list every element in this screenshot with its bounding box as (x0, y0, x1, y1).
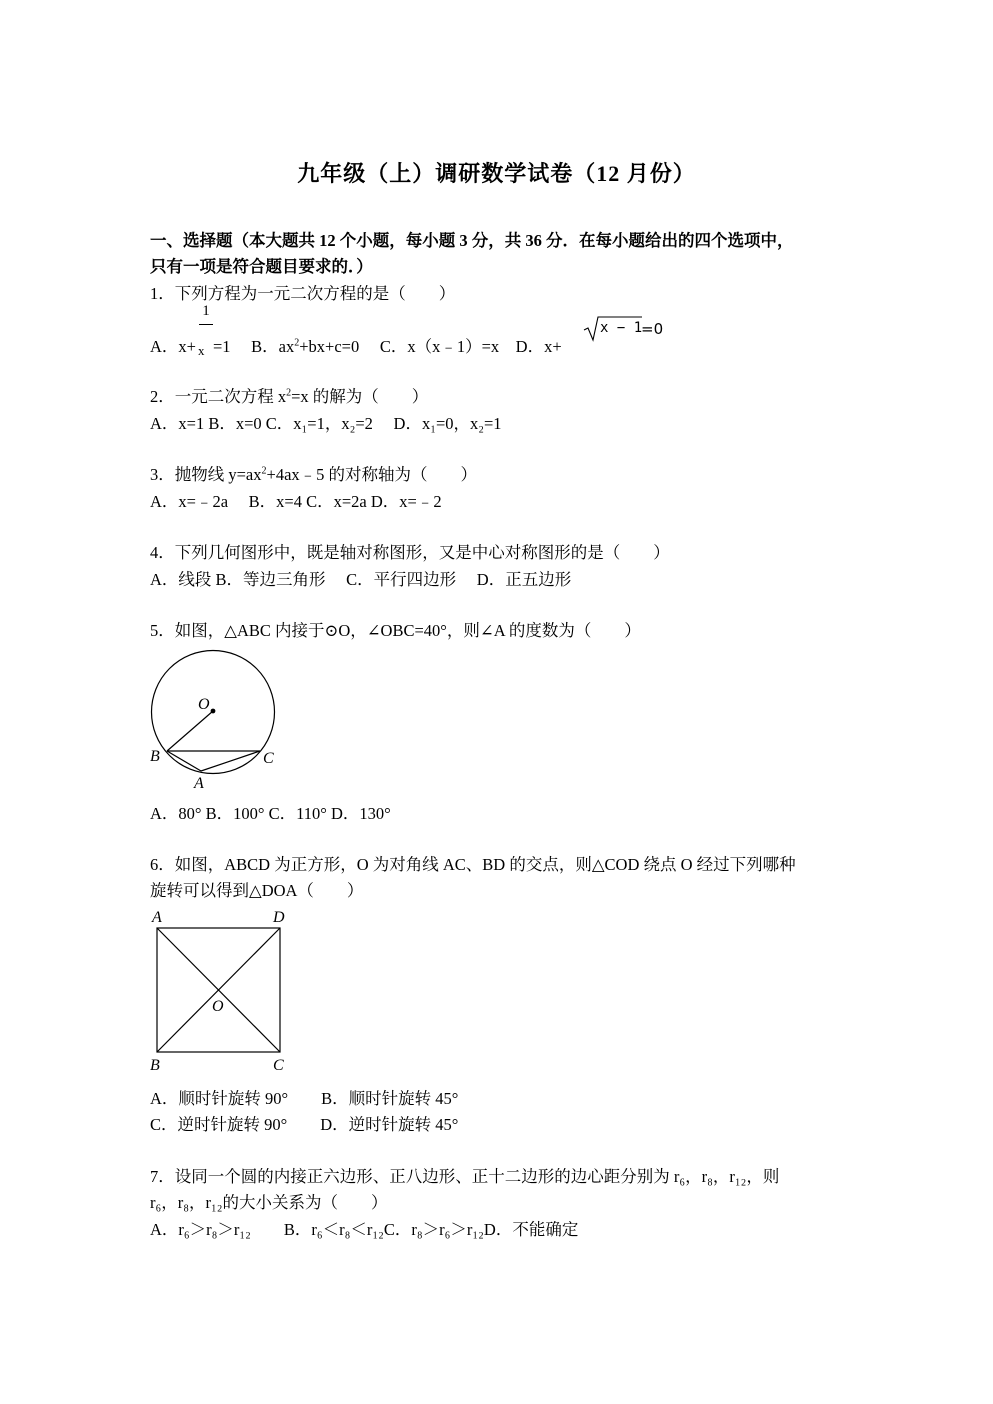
q7-options: A．r₆＞r₈＞r₁₂ B．r₆＜r₈＜r₁₂C．r₈＞r₆＞r₁₂D．不能确定 (150, 1220, 579, 1239)
q5-segment-ac (201, 751, 260, 771)
q5-label-b: B (150, 748, 160, 765)
q1-sqrt-equals: =0 (641, 320, 664, 338)
q1-option-a-prefix: A．x+ (150, 337, 196, 356)
q5-segment-ob (167, 711, 213, 751)
q5-options: A．80° B．100° C．110° D．130° (150, 804, 391, 823)
q1-frac-denominator: x (197, 343, 205, 358)
q6-options-row1: A．顺时针旋转 90° B．顺时针旋转 45° (150, 1089, 459, 1108)
q1-frac-numerator: 1 (202, 303, 210, 319)
q2-stem-exponent: 2 (286, 387, 292, 399)
q6-stem-line1: 6．如图，ABCD 为正方形，O 为对角线 AC、BD 的交点，则△COD 绕点 O 经过下列哪种 (150, 855, 796, 874)
q4-stem: 4．下列几何图形中，既是轴对称图形，又是中心对称图形的是（ ） (150, 543, 670, 562)
q5-label-o: O (198, 696, 210, 713)
q3-stem-exponent: 2 (261, 465, 267, 477)
q1-sqrt-radicand: x − 1 (600, 320, 643, 336)
q3-stem (150, 461, 477, 485)
q2-options: A．x=1 B．x=0 C．x₁=1，x₂=2 D．x₁=0，x₂=1 (150, 414, 502, 433)
q5-circle-figure (146, 645, 286, 795)
q1-option-a-rest: =1 B．ax (212, 337, 295, 356)
q6-label-c: C (273, 1057, 284, 1074)
q6-square-figure (146, 905, 296, 1077)
q3-options: A．x=﹣2a B．x=4 C．x=2a D．x=﹣2 (150, 492, 442, 511)
q5-label-a: A (194, 775, 204, 792)
section-heading-line1: 一、选择题（本大题共 12 个小题，每小题 3 分，共 36 分．在每小题给出的四个选项中， (150, 231, 794, 250)
q2-stem-prefix: 2．一元二次方程 x (150, 387, 287, 406)
q5-stem: 5．如图，△ABC 内接于⊙O，∠OBC=40°，则∠A 的度数为（ ） (150, 621, 641, 640)
section-heading-line2: 只有一项是符合题目要求的．） (150, 257, 373, 276)
q6-label-b: B (150, 1057, 160, 1074)
q6-label-d: D (273, 909, 285, 926)
q3-stem-suffix: +4ax﹣5 的对称轴为（ ） (266, 465, 478, 484)
q1-stem: 1．下列方程为一元二次方程的是（ ） (150, 284, 456, 303)
q3-stem-prefix: 3．抛物线 y=ax (150, 465, 262, 484)
q2-stem-suffix: =x 的解为（ ） (291, 387, 429, 406)
q4-options: A．线段 B．等边三角形 C．平行四边形 D．正五边形 (150, 570, 572, 589)
q1-option-b-exponent: 2 (294, 337, 300, 349)
q6-options-row2: C．逆时针旋转 90° D．逆时针旋转 45° (150, 1115, 459, 1134)
q1-frac-bar (199, 324, 213, 325)
exam-title: 九年级（上）调研数学试卷（12 月份） (297, 161, 696, 186)
q6-label-o: O (212, 998, 224, 1015)
q1-options (150, 333, 562, 357)
q6-label-a: A (152, 909, 162, 926)
q2-stem (150, 383, 428, 407)
q5-segment-ab (167, 751, 201, 771)
q7-stem-line2: r₆，r₈，r₁₂的大小关系为（ ） (150, 1193, 388, 1212)
q6-stem-line2: 旋转可以得到△DOA（ ） (150, 881, 364, 900)
q5-center-point (211, 709, 216, 714)
q5-label-c: C (263, 750, 274, 767)
q7-stem-line1: 7．设同一个圆的内接正六边形、正八边形、正十二边形的边心距分别为 r₆，r₈，r₁₂，则 (150, 1167, 780, 1186)
q1-option-b-rest: +bx+c=0 C．x（x﹣1）=x D．x+ (299, 337, 562, 356)
